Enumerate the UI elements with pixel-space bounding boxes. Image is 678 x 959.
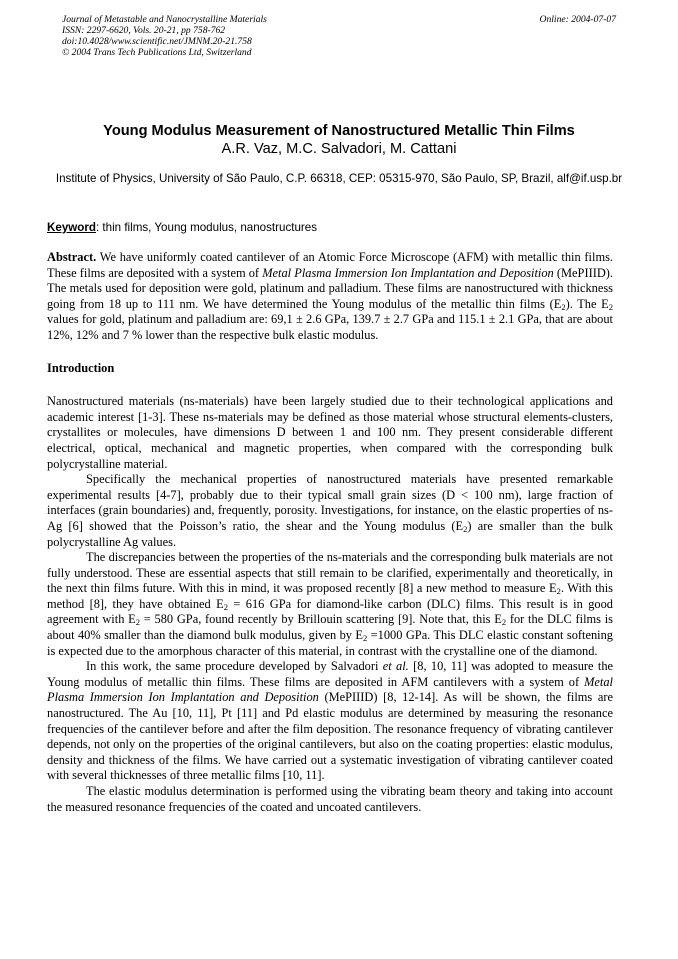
keyword-label: Keyword [47,221,96,234]
title-block [40,122,638,186]
copyright-line: © 2004 Trans Tech Publications Ltd, Switzerland [62,47,252,58]
keywords [47,220,616,235]
affiliation: Institute of Physics, University of São Paulo, C.P. 66318, CEP: 05315-970, São Paulo, SP, Brazil, alf@if.usp.br [55,172,623,185]
issn-line: ISSN: 2297-6620, Vols. 20-21, pp 758-762 [62,25,226,36]
paper-title: Young Modulus Measurement of Nanostructured Metallic Thin Films [103,123,575,139]
doi-line: doi:10.4028/www.scientific.net/JMNM.20-21.758 [62,36,252,47]
online-date: Online: 2004-07-07 [539,14,616,25]
paragraph-1: Nanostructured materials (ns-materials) have been largely studied due to their technological applications and academic interest [1-3]. These ns-materials may be defined as those material whose structural elements-clusters, crystallites or molecules, have dimensions D between 1 and 100 nm. They present considerable different electrical, optical, mechanical and magnetic properties, when compared with the corresponding bulk polycrystalline material. [47,394,613,471]
abstract-label: Abstract. [47,250,97,264]
paragraph-4: In this work, the same procedure developed by Salvadori et al. [8, 10, 11] was adopted to measure the Young modulus of metallic thin films. These films are deposited in AFM cantilevers with a system of Metal Plasma Immersion Ion Implantation and Deposition (MePIIID) [8, 12-14]. As will be shown, the films are nanostructured. The Au [10, 11], Pt [11] and Pd elastic modulus are determined by measuring the resonance frequencies of the cantilever before and after the film deposition. The resonance frequency of vibrating cantilever depends, not only on the properties of the original cantilevers, but also on the coating properties: elastic modulus, density and thickness of the films. We have carried out a systematic investigation of vibrating cantilever coated with several thicknesses of three metallic films [10, 11]. [47,659,614,783]
journal-name: Journal of Metastable and Nanocrystalline Materials [62,14,267,25]
paragraph-2: Specifically the mechanical properties of nanostructured materials have presented remarkable experimental results [4-7], probably due to their typical small grain sizes (D < 100 nm), large fraction of interfaces (grain boundaries) and, frequently, porosity. Investigations, for instance, on the elastic properties of ns-Ag [6] showed that the Poisson’s ratio, the shear and the Young modulus $(E_2)$ are smaller than the bulk polycrystalline Ag values. [47,472,614,549]
paper-authors: A.R. Vaz, M.C. Salvadori, M. Cattani [221,141,457,157]
section-heading-introduction: Introduction [47,360,115,375]
page-header [62,14,616,58]
paragraph-3: The discrepancies between the properties of the ns-materials and the corresponding bulk materials are not fully understood. These are essential aspects that still remain to be clarified, experimentally and theoretically, in the next thin films future. With this in mind, it was proposed recently [8] a new method to measure $E_2$. With this method [8], they have obtained $E_2 = 616$ GPa for diamond-like carbon (DLC) films. This result is in good agreement with $E_2 = 580$ GPa, found recently by Brillouin scattering [9]. Note that, this $E_2$ for the DLC films is about 40% smaller than the diamond bulk modulus, given by $E_2 =1000$ GPa. This DLC elastic constant softening is expected due to the amorphous character of this material, in contrast with the crystalline one of the diamond. [47,550,614,658]
abstract: Abstract. We have uniformly coated cantilever of an Atomic Force Microscope (AFM) with metallic thin films. These films are deposited with a system of Metal Plasma Immersion Ion Implantation and Deposition (MePIIID). The metals used for deposition were gold, platinum and palladium. These films are nanostructured with thickness going from 18 up to 111 nm. We have determined the Young modulus of the metallic thin films $(E_2)$. The $E_2$ values for gold, platinum and palladium are: 69,1 ± 2.6 GPa, 139.7 ± 2.7 GPa and 115.1 ± 2.1 GPa, that are about 12%, 12% and 7 % lower than the respective bulk elastic modulus. [47,250,614,342]
body-text [47,250,613,815]
paragraph-5: The elastic modulus determination is performed using the vibrating beam theory and taking into account the measured resonance frequencies of the coated and uncoated cantilevers. [47,784,613,814]
keyword-list: : thin films, Young modulus, nanostructures [95,221,318,234]
